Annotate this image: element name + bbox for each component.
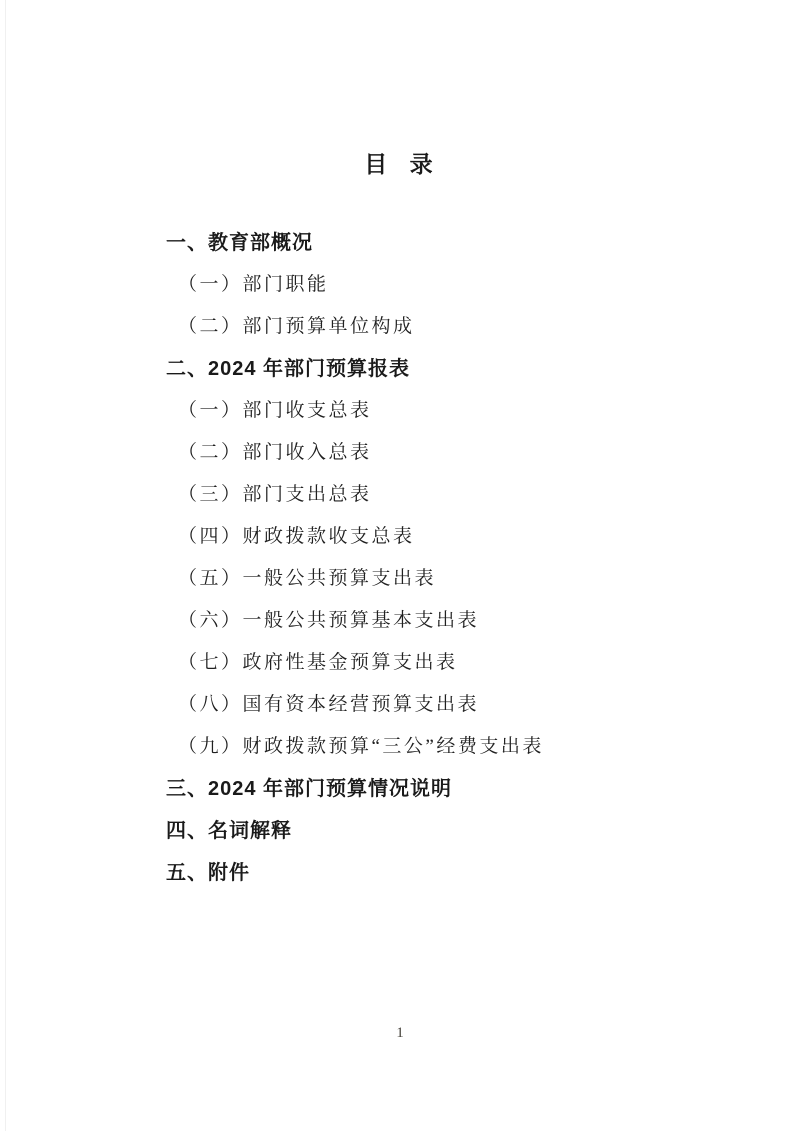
- toc-item-section-2-1: （一）部门收支总表: [178, 400, 372, 421]
- toc-item-chapter-5: 五、附件: [166, 862, 250, 884]
- page-title: 目 录: [364, 151, 436, 177]
- toc-item-chapter-4: 四、名词解释: [166, 820, 292, 842]
- toc-item-section-2-8: （八）国有资本经营预算支出表: [178, 694, 480, 715]
- toc-item-section-2-3: （三）部门支出总表: [178, 484, 372, 505]
- toc-item-section-1-2: （二）部门预算单位构成: [178, 316, 415, 337]
- toc-item-section-2-9: （九）财政拨款预算“三公”经费支出表: [178, 736, 544, 757]
- table-of-contents: [166, 222, 726, 894]
- toc-item-chapter-2: 二、2024 年部门预算报表: [166, 358, 411, 380]
- toc-item-chapter-3: 三、2024 年部门预算情况说明: [166, 778, 453, 800]
- toc-item-section-1-1: （一）部门职能: [178, 274, 329, 295]
- toc-item-section-2-2: （二）部门收入总表: [178, 442, 372, 463]
- page-number: 1: [396, 1025, 404, 1041]
- toc-item-section-2-6: （六）一般公共预算基本支出表: [178, 610, 480, 631]
- toc-item-section-2-4: （四）财政拨款收支总表: [178, 526, 415, 547]
- toc-item-section-2-7: （七）政府性基金预算支出表: [178, 652, 458, 673]
- toc-item-section-2-5: （五）一般公共预算支出表: [178, 568, 437, 589]
- toc-item-chapter-1: 一、教育部概况: [166, 232, 313, 254]
